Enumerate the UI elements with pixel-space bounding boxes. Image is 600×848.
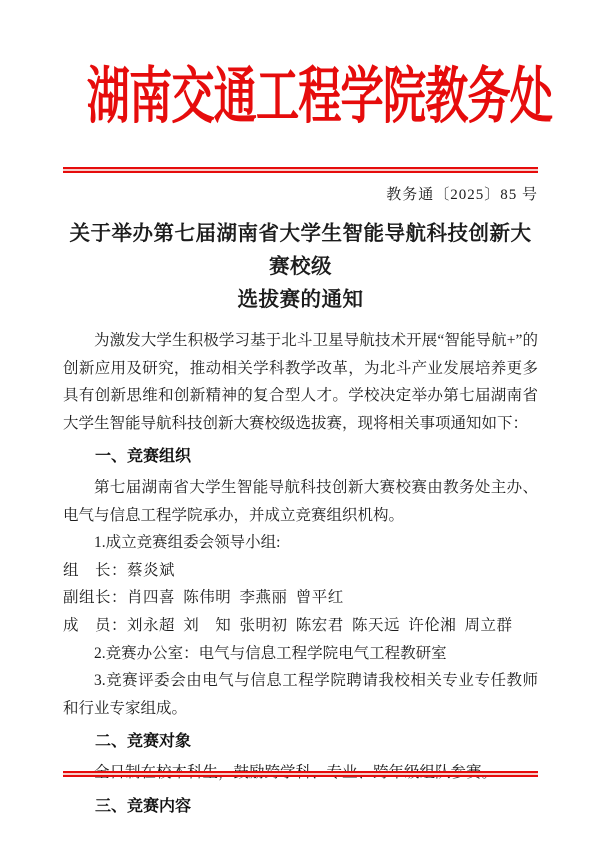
deputy-leaders-line: 副组长：肖四喜 陈伟明 李燕丽 曾平红	[63, 589, 344, 607]
doc-title	[63, 218, 538, 317]
section-3-heading: 三、竞赛内容	[95, 797, 192, 815]
section-1-paragraph-organizers: 第七届湖南省大学生智能导航科技创新大赛校赛由教务处主办、电气与信息工程学院承办，并成立竞赛组织机构。	[63, 478, 538, 524]
section-1-heading: 一、竞赛组织	[95, 448, 192, 466]
letterhead-org-name: 湖南交通工程学院教务处	[86, 63, 553, 132]
header-divider-line	[63, 167, 538, 173]
section-2-heading: 二、竞赛对象	[95, 733, 192, 751]
footer-divider-line	[63, 771, 538, 777]
section-1-item-office: 2.竞赛办公室：电气与信息工程学院电气工程教研室	[94, 644, 447, 662]
section-1-item-leading-group: 1.成立竞赛组委会领导小组:	[94, 534, 281, 552]
leader-line: 组 长：蔡炎斌	[63, 561, 176, 579]
doc-title-line2: 选拔赛的通知	[237, 289, 364, 311]
document-body	[63, 327, 538, 820]
doc-number: 教务通〔2025〕85 号	[386, 187, 538, 203]
doc-title-line1: 关于举办第七届湖南省大学生智能导航科技创新大赛校级	[69, 223, 532, 278]
section-1-item-judges: 3.竞赛评委会由电气与信息工程学院聘请我校相关专业专任教师和行业专家组成。	[63, 672, 538, 717]
members-line: 成 员：刘永超 刘 知 张明初 陈宏君 陈天远 许伦湘 周立群	[63, 616, 513, 634]
intro-paragraph: 为激发大学生积极学习基于北斗卫星导航技术开展“智能导航+”的创新应用及研究，推动相关学科教学改革，为北斗产业发展培养更多具有创新思维和创新精神的复合型人才。学校决定举办第七届湖南省大学生智能导航科技创新大赛校级选拔赛，现将相关事项通知如下：	[63, 332, 538, 432]
